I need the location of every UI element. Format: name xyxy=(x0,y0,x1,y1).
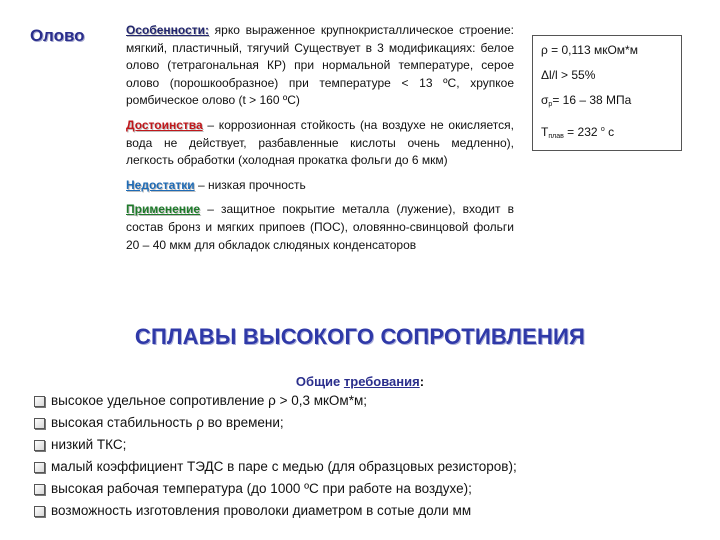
list-item: возможность изготовления проволоки диаметром в сотые доли мм xyxy=(34,500,714,522)
checkbox-bullet-icon xyxy=(34,396,45,407)
checkbox-bullet-icon xyxy=(34,506,45,517)
list-item: высокая рабочая температура (до 1000 ºС при работе на воздухе); xyxy=(34,478,714,500)
application-text: – защитное покрытие металла (лужение), входит в состав бронз и мягких припоев (ПОС), оловянно-свинцовой фольги 20 – 40 мкм для обкладок слюдяных конденсаторов xyxy=(126,202,514,252)
disadvantages-paragraph xyxy=(126,177,514,195)
tin-description xyxy=(126,22,514,261)
resistivity-value: ρ = 0,113 мкОм*м xyxy=(541,43,638,57)
checkbox-bullet-icon xyxy=(34,462,45,473)
list-item: высокое удельное сопротивление ρ > 0,3 мкОм*м; xyxy=(34,390,714,412)
requirements-title: Общие требования: xyxy=(295,374,425,389)
elongation-value: Δl/l > 55% xyxy=(541,68,596,82)
requirements-list xyxy=(34,390,714,522)
list-item: малый коэффициент ТЭДС в паре с медью (для образцовых резисторов); xyxy=(34,456,714,478)
checkbox-bullet-icon xyxy=(34,418,45,429)
advantages-label: Достоинства xyxy=(126,117,203,132)
melting-point-value: $T_{плав} = 232$ $^о$ с xyxy=(541,125,615,140)
advantages-text: – коррозионная стойкость (на воздухе не окисляется, вода не действует, разбавленные кислоты очень медленно), легкость обработки (холодная прокатка фольги до 6 мкм) xyxy=(126,117,514,168)
disadvantages-label: Недостатки xyxy=(126,177,195,192)
tin-title: Олово xyxy=(30,26,85,45)
list-item: высокая стабильность ρ во времени; xyxy=(34,412,714,434)
features-paragraph xyxy=(126,22,514,110)
application-paragraph xyxy=(126,201,514,254)
features-label: Особенности: xyxy=(126,23,210,37)
features-text: ярко выраженное крупнокристаллическое строение: мягкий, пластичный, тягучий Существует в 3 модификациях: белое олово (тетрагональная КР) при нормальной температуре, серое олово (порошкообразное) при температуре < 13 ºС, хрупкое ромбическое олово (t > 160 ºС) xyxy=(126,23,514,108)
advantages-paragraph xyxy=(126,117,514,170)
section-heading: СПЛАВЫ ВЫСОКОГО СОПРОТИВЛЕНИЯ xyxy=(134,324,586,349)
strength-value: $\sigma_р= 16 - 38$ МПа xyxy=(541,93,632,108)
application-label: Применение xyxy=(126,202,201,217)
list-item: низкий ТКС; xyxy=(34,434,714,456)
properties-box xyxy=(532,35,682,151)
disadvantages-text: – низкая прочность xyxy=(194,177,306,192)
checkbox-bullet-icon xyxy=(34,440,45,451)
checkbox-bullet-icon xyxy=(34,484,45,495)
